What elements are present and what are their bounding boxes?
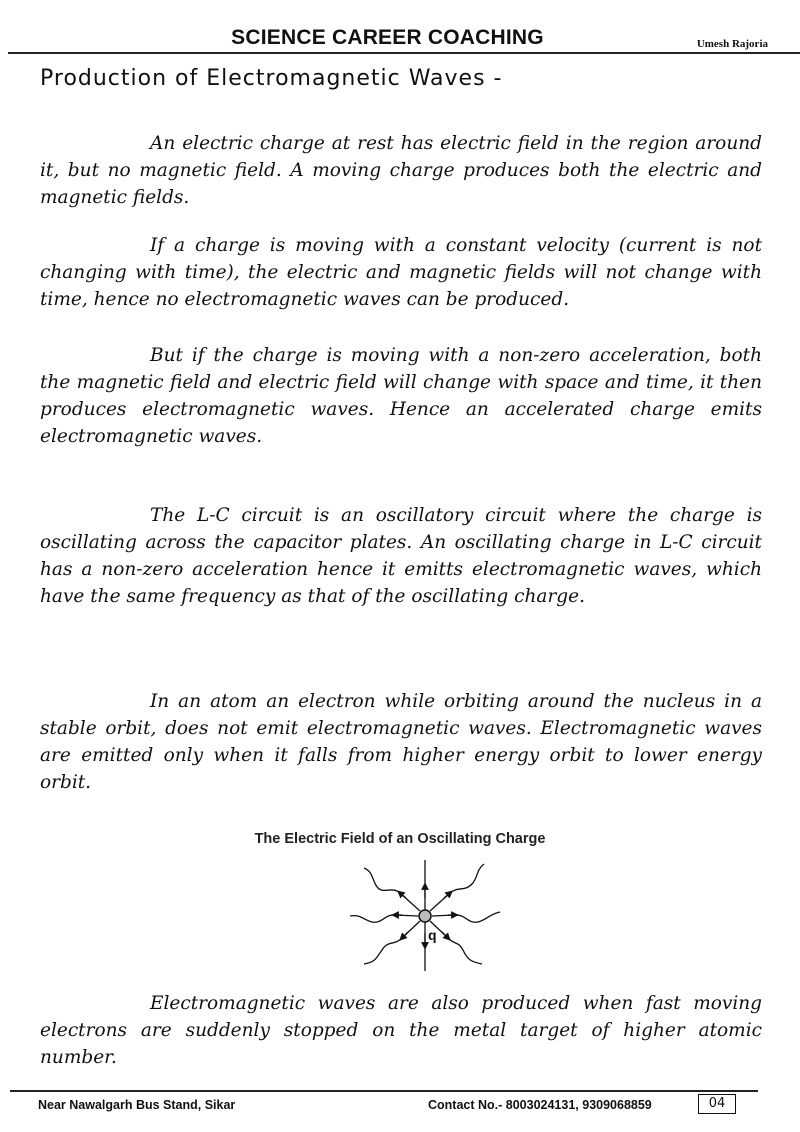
footer-divider bbox=[10, 1090, 758, 1092]
page-number: 04 bbox=[698, 1094, 736, 1114]
footer-address: Near Nawalgarh Bus Stand, Sikar bbox=[38, 1098, 236, 1112]
paragraph-atom-electron: In an atom an electron while orbiting around the nucleus in a stable orbit, does not emit electromagnetic waves. Electromagnetic waves are emitted only when it falls from higher energy orbit to lower energy orbit. bbox=[40, 691, 762, 793]
header-author: Umesh Rajoria bbox=[696, 38, 768, 50]
paragraph-accelerated-charge: But if the charge is moving with a non-zero acceleration, both the magnetic field and electric field will change with space and time, it then produces electromagnetic waves. Hence an accelerated charge emits electromagnetic waves. bbox=[40, 345, 762, 447]
paragraph-fast-electrons: Electromagnetic waves are also produced when fast moving electrons are suddenly stopped on the metal target of higher atomic number. bbox=[40, 993, 762, 1068]
charge-icon bbox=[419, 910, 431, 922]
footer-contact: Contact No.- 8003024131, 9309068859 bbox=[428, 1098, 652, 1112]
paragraph-constant-velocity: If a charge is moving with a constant velocity (current is not changing with time), the electric and magnetic fields will not change with time, hence no electromagnetic waves can be produced. bbox=[40, 235, 762, 310]
charge-label: q bbox=[428, 927, 437, 943]
header-divider bbox=[8, 52, 800, 54]
header-title: SCIENCE CAREER COACHING bbox=[231, 26, 544, 49]
paragraph-lc-circuit: The L-C circuit is an oscillatory circuit where the charge is oscillating across the capacitor plates. An oscillating charge in L-C circuit has a non-zero acceleration hence it emitts electromagnetic waves, which have the same frequency as that of the oscillating charge. bbox=[40, 505, 762, 607]
paragraph-charge-at-rest: An electric charge at rest has electric field in the region around it, but no magnetic field. A moving charge produces both the electric and magnetic fields. bbox=[40, 133, 762, 208]
figure-caption: The Electric Field of an Oscillating Charge bbox=[254, 831, 546, 847]
page-title: Production of Electromagnetic Waves - bbox=[40, 66, 503, 91]
oscillating-charge-field-diagram bbox=[340, 858, 510, 973]
